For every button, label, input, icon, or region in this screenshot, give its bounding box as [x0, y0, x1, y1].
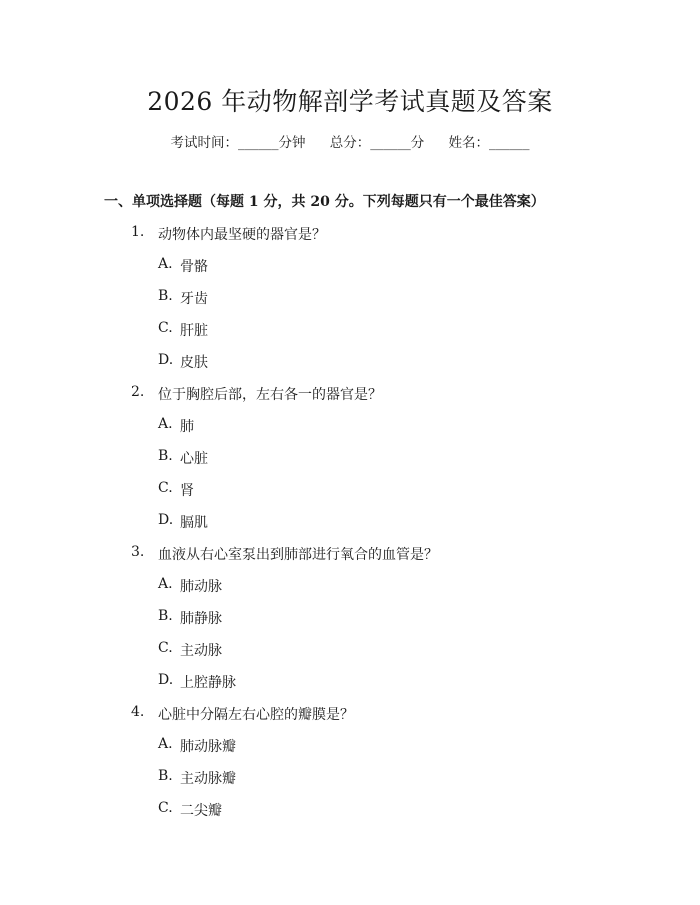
- option-text: 肾: [180, 483, 194, 499]
- answer-option: [0, 440, 700, 472]
- option-text: 二尖瓣: [180, 803, 222, 819]
- option-letter: C.: [158, 480, 173, 496]
- question-number: 2.: [131, 384, 145, 400]
- option-letter: C.: [158, 320, 173, 336]
- option-text: 主动脉瓣: [180, 771, 236, 787]
- option-letter: A.: [158, 576, 173, 592]
- option-letter: D.: [158, 512, 174, 528]
- option-text: 肺静脉: [180, 611, 222, 627]
- option-text: 上腔静脉: [180, 675, 236, 691]
- answer-option: [0, 760, 700, 792]
- question: [0, 536, 700, 568]
- answer-option: [0, 312, 700, 344]
- option-letter: B.: [158, 448, 173, 464]
- option-text: 主动脉: [180, 643, 222, 659]
- answer-option: [0, 568, 700, 600]
- option-text: 肝脏: [180, 323, 208, 339]
- answer-option: [0, 664, 700, 696]
- option-text: 骨骼: [180, 259, 208, 275]
- question: [0, 216, 700, 248]
- answer-option: [0, 408, 700, 440]
- question-text: 动物体内最坚硬的器官是？: [158, 227, 326, 243]
- answer-option: [0, 472, 700, 504]
- option-text: 牙齿: [180, 291, 208, 307]
- answer-option: [0, 632, 700, 664]
- answer-option: [0, 504, 700, 536]
- option-text: 肺: [180, 419, 194, 435]
- exam-info-line: [0, 131, 700, 151]
- option-letter: C.: [158, 800, 173, 816]
- option-letter: C.: [158, 640, 173, 656]
- exam-time-field: 考试时间：______分钟: [170, 135, 306, 151]
- question-list: [0, 216, 700, 824]
- option-text: 肺动脉瓣: [180, 739, 236, 755]
- answer-option: [0, 792, 700, 824]
- option-letter: A.: [158, 736, 173, 752]
- question-number: 4.: [131, 704, 145, 720]
- answer-option: [0, 248, 700, 280]
- option-text: 心脏: [180, 451, 208, 467]
- option-letter: B.: [158, 608, 173, 624]
- question-number: 3.: [131, 544, 145, 560]
- option-letter: B.: [158, 768, 173, 784]
- option-letter: A.: [158, 256, 173, 272]
- question-number: 1.: [131, 224, 145, 240]
- question: [0, 376, 700, 408]
- answer-option: [0, 344, 700, 376]
- name-field: 姓名：______: [448, 135, 530, 151]
- question-text: 位于胸腔后部，左右各一的器官是？: [158, 387, 382, 403]
- answer-option: [0, 280, 700, 312]
- question: [0, 696, 700, 728]
- answer-option: [0, 600, 700, 632]
- option-text: 皮肤: [180, 355, 208, 371]
- option-text: 肺动脉: [180, 579, 222, 595]
- option-letter: A.: [158, 416, 173, 432]
- question-text: 血液从右心室泵出到肺部进行氧合的血管是？: [158, 547, 438, 563]
- total-score-field: 总分：______分: [329, 135, 425, 151]
- option-letter: D.: [158, 352, 174, 368]
- answer-option: [0, 728, 700, 760]
- option-letter: D.: [158, 672, 174, 688]
- option-letter: B.: [158, 288, 173, 304]
- question-text: 心脏中分隔左右心腔的瓣膜是？: [158, 707, 354, 723]
- section-title: 一、单项选择题（每题 1 分，共 20 分。下列每题只有一个最佳答案）: [104, 194, 545, 210]
- option-text: 膈肌: [180, 515, 208, 531]
- page-title: 2026 年动物解剖学考试真题及答案: [147, 87, 553, 116]
